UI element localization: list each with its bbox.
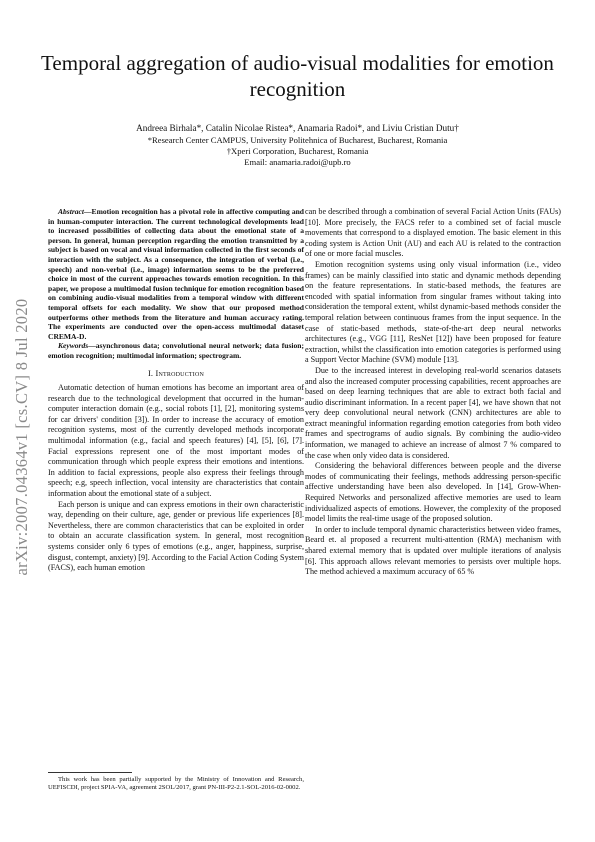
intro-paragraph-2: Each person is unique and can express emotions in their own characteristic way, depending on their culture, age, gender or previous life experiences [8]. Nevertheless, there are common characteristics that can be exploited in order to obtain an accurate classification system. In general, most recognition systems consider only 6 types of emotions (e.g., anger, happiness, surprise, disgust, contempt, anxiety) [9]. According to the Facial Action Coding System (FACS), each human emotion [48,499,304,573]
intro-paragraph-7: In order to include temporal dynamic characteristics between video frames, Beard et. al proposed a recurrent multi-attention (RMA) mechanism with shared external memory that is updated over multiple iterations of analysis [6]. This approach allows relevant memories to persists over multiple hops. The method achieved a maximum accuracy of 65 % [305,524,561,577]
section-number: I. [147,368,154,378]
author-block [30,123,565,168]
left-column [48,207,304,574]
abstract-text: —Emotion recognition has a pivotal role in affective computing and in human-computer interaction. The current technological developments lead to increased possibilities of collecting data about the emotional state of a person. In general, human perception regarding the emotion transmitted by a subject is based on vocal and visual information collected in the first seconds of interaction with the subject. As a consequence, the integration of verbal (i.e., speech) and non-verbal (i.e., image) information seems to be the preferred choice in most of the current approaches towards emotion recognition. In this paper, we propose a multimodal fusion technique for emotion recognition based on combining audio-visual modalities from a temporal window with different temporal offsets for each modality. We show that our proposed method outperforms other methods from the literature and human accuracy rating. The experiments are conducted over the open-access multimodal dataset CREMA-D. [48,207,304,341]
keywords-text: —asynchronous data; convolutional neural network; data fusion; emotion recognition; multimodal information; spectrogram. [48,341,304,360]
intro-paragraph-6: Considering the behavioral differences between people and the diverse modes of communicating their feelings, methods addressing person-specific affective understanding have been also developed. In [14], Grow-When-Required Networks and personalized affective memories are used to learn individualized aspects of emotions. However, the complexity of the proposed model limits the real-time usage of the proposed solution. [305,461,561,524]
arxiv-sidebar [10,272,35,602]
intro-paragraph-3: can be described through a combination of several Facial Action Units (FAUs) [10]. More precisely, the FACS refer to a combined set of facial muscle movements that correspond to a displayed emotion. The basic element in this coding system is Action Unit (AU) and each AU is related to the contraction of one or more facial muscles. [305,207,561,259]
author-names: Andreea Birhala*, Catalin Nicolae Ristea*, Anamaria Radoi*, and Liviu Cristian Dutu† [136,123,459,133]
intro-paragraph-5: Due to the increased interest in developing real-world scenarios datasets and also the increased computer processing capabilities, recent approaches are based on deep learning techniques that are able to extract both facial and audio discriminant information. In a recent paper [4], we have shown that not very deep convolutional neural network (CNN) architectures are able to extract meaningful information regarding emotion categories from both video frames and spectrograms of audio signals. By combining the audio-video information, we managed to achieve an increase of almost 7 % compared to the case when only video data is considered. [305,365,561,460]
abstract [48,207,304,341]
funding-footnote [48,772,304,793]
affiliation-xperi: †Xperi Corporation, Bucharest, Romania [226,146,369,156]
keywords [48,341,304,360]
footnote-text: This work has been partially supported by the Ministry of Innovation and Research, UEFISCDI, project SPIA-VA, agreement 2SOL/2017, grant PN-III-P2-2.1-SOL-2016-02-0002. [48,776,304,792]
arxiv-stamp: arXiv:2007.04364v1 [cs.CV] 8 Jul 2020 [12,298,31,576]
section-title: Introduction [155,368,205,378]
paper-title: Temporal aggregation of audio-visual modalities for emotion recognition [41,51,554,101]
intro-paragraph-4: Emotion recognition systems using only visual information (i.e., video frames) can be mainly classified into static and dynamic methods depending on the feature representations. In static-based methods, the features are encoded with spatial information from singular frames without taking into consideration the temporal extent, whilst dynamic-based methods consider the temporal relation between continuous frames from the input sequence. In the case of static-based methods, state-of-the-art deep neural networks architectures (e.g., VGG [11], ResNet [12]) have been proposed for feature extraction, whilst the classification into emotion categories is performed using a Support Vector Machine (SVM) module [13]. [305,259,561,365]
intro-paragraph-1: Automatic detection of human emotions has become an important area of research due to the technological development that occurred in the human-computer interaction domain (e.g., social robots [1], [2], monitoring systems for car drivers' condition [3]). In order to increase the accuracy of emotion recognition systems, most of the currently developed methods incorporate multimodal information (e.g., facial and speech features) [4], [5], [6], [7]. Facial expressions represent one of the most important modes of communication through which people express their emotions and intentions. In addition to facial expressions, people also express their feelings through speech; e.g, speech inflection, vocal intensity are characteristics that contain information about the emotional state of a subject. [48,383,304,499]
right-column [305,207,561,578]
contact-email: Email: anamaria.radoi@upb.ro [244,157,351,167]
abstract-label: Abstract [58,207,84,216]
footnote-rule [48,772,132,773]
affiliation-campus: *Research Center CAMPUS, University Politehnica of Bucharest, Bucharest, Romania [147,135,448,145]
section-heading [48,369,304,380]
keywords-label: Keywords [58,341,89,351]
